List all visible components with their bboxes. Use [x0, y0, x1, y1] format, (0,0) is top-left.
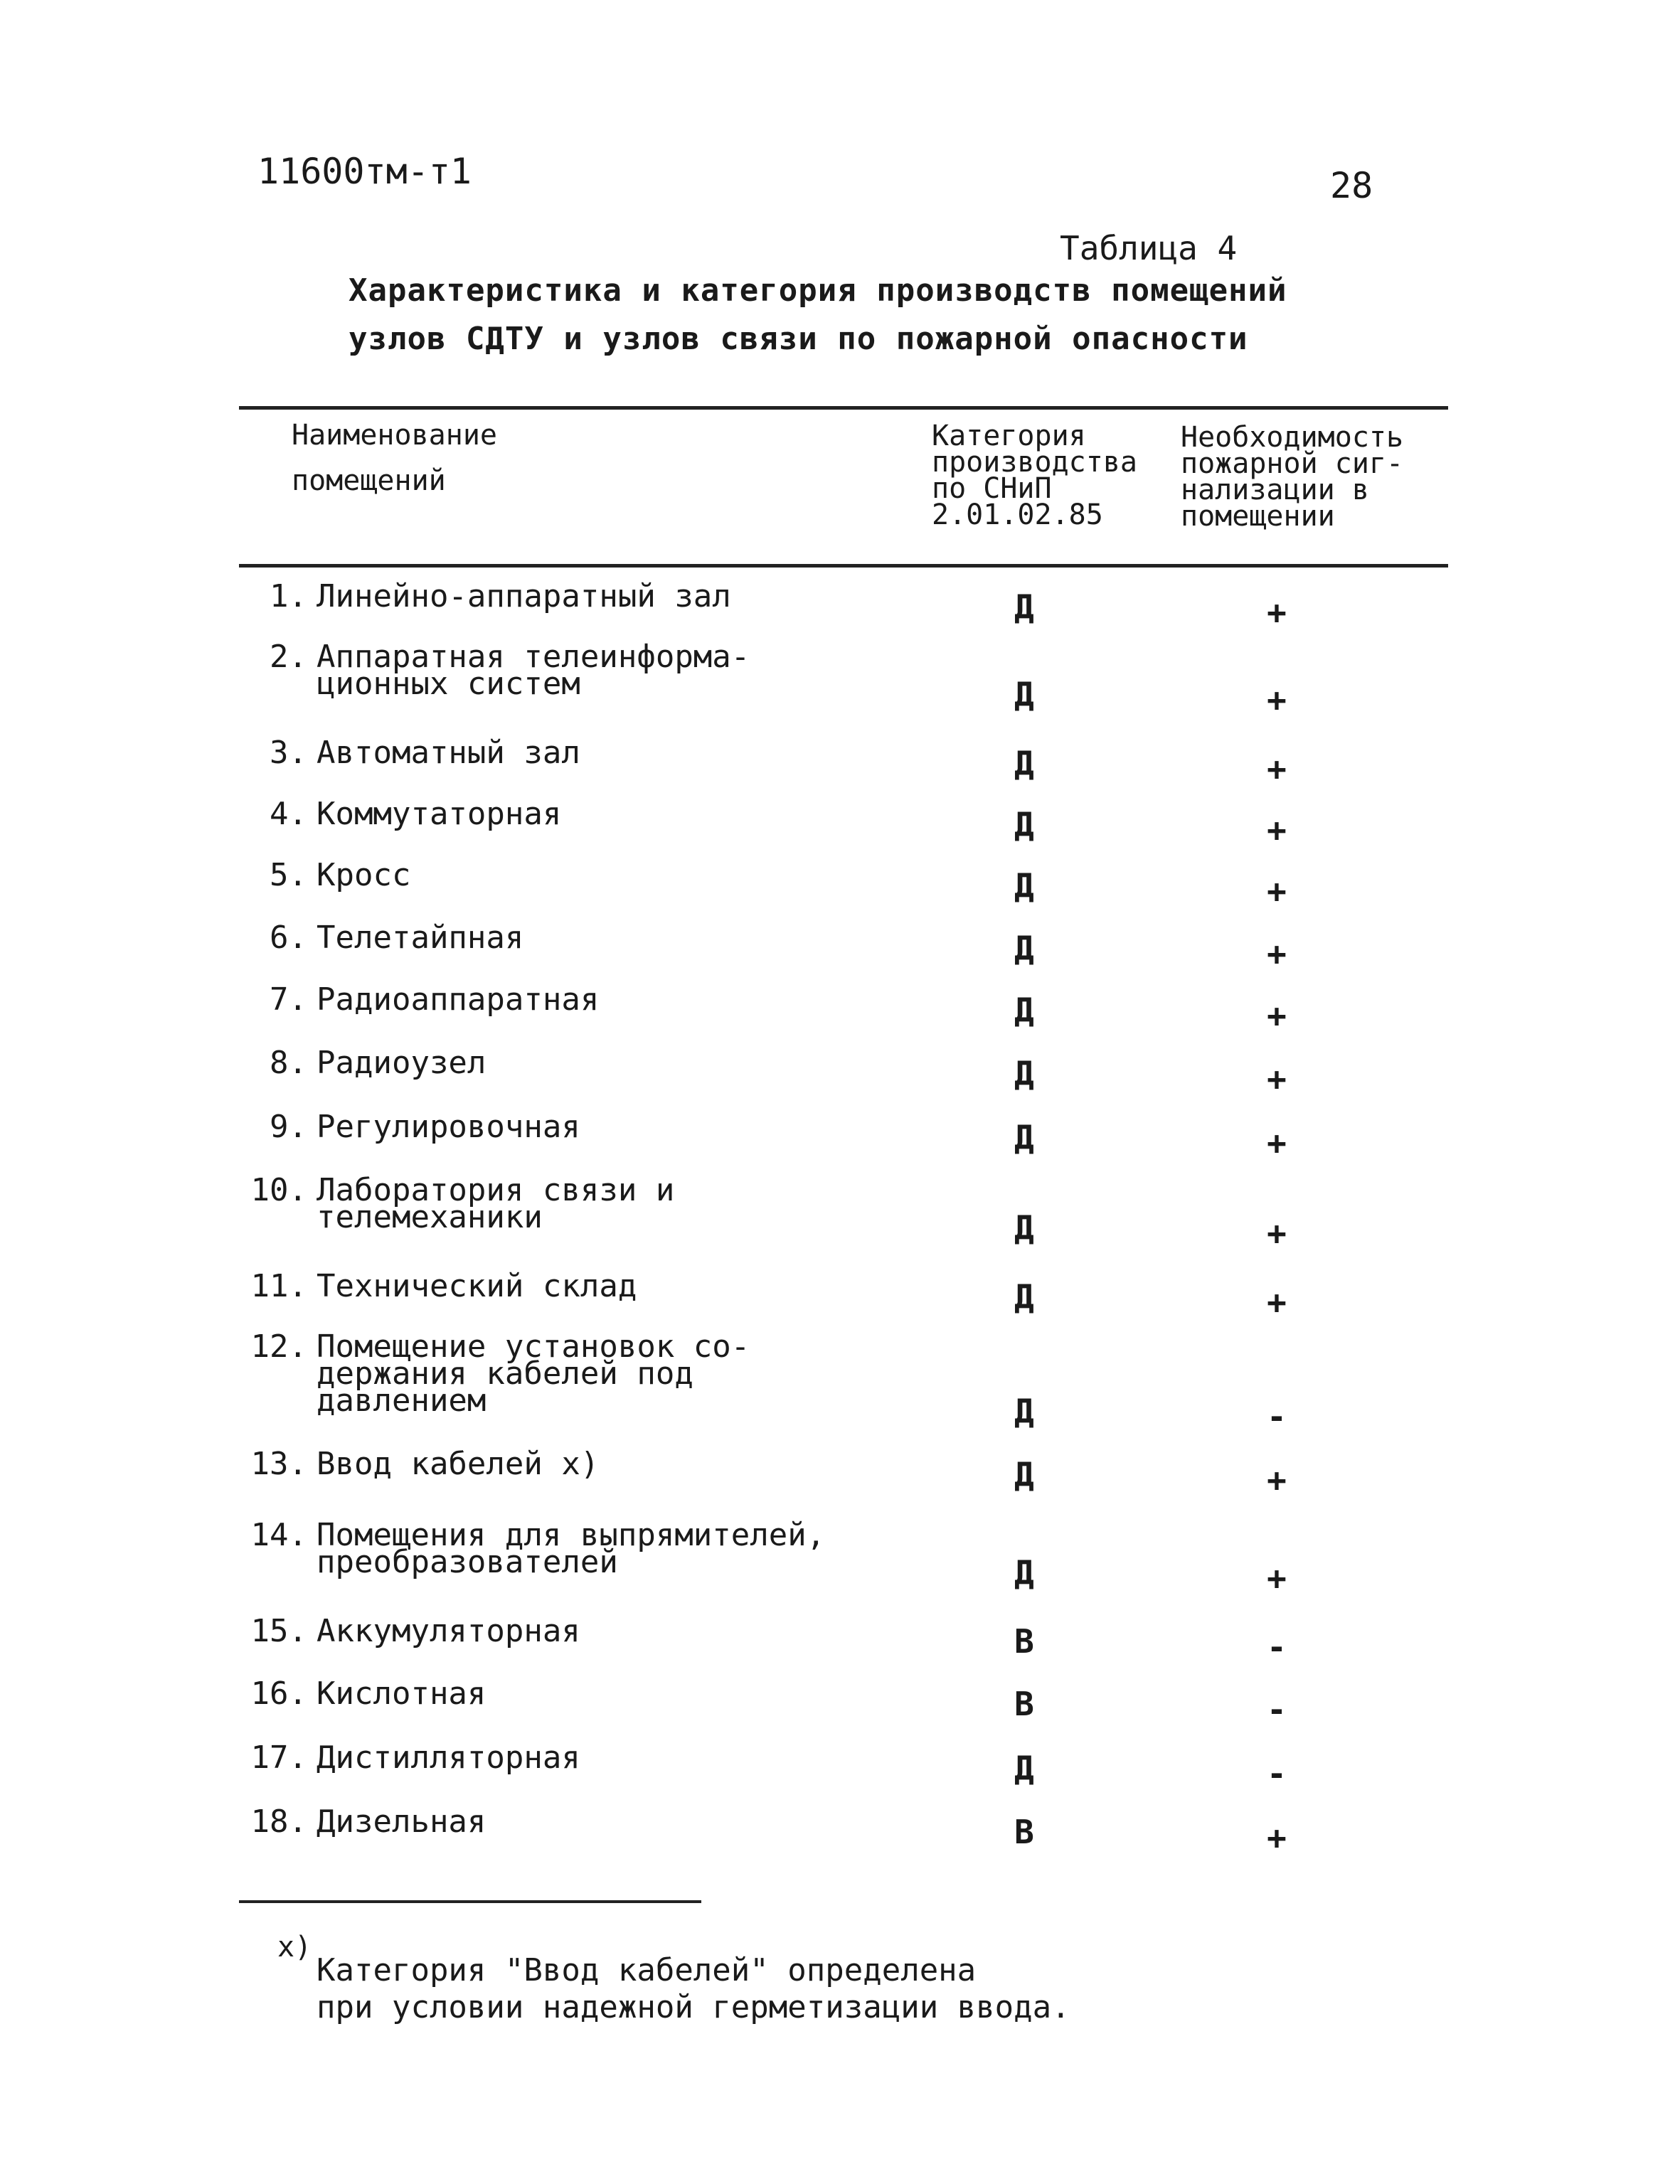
row-category: Д [1014, 866, 1034, 905]
footnote-text: Категория "Ввод кабелей" определена при условии надежной герметизации ввода. [317, 1952, 1070, 2025]
table-top-rule [239, 406, 1448, 410]
row-alarm: + [1267, 934, 1287, 973]
row-alarm: + [1267, 1283, 1287, 1321]
row-category: Д [1014, 929, 1034, 967]
row-alarm: + [1267, 1461, 1287, 1499]
room-name: Коммутаторная [317, 796, 562, 832]
room-name: Аккумуляторная [317, 1613, 580, 1649]
row-category: Д [1014, 1054, 1034, 1092]
row-alarm: + [1267, 996, 1287, 1035]
row-category: Д [1014, 805, 1034, 843]
row-alarm: + [1267, 750, 1287, 788]
row-alarm: + [1267, 1124, 1287, 1162]
row-alarm: + [1267, 593, 1287, 632]
row-number: 18. [250, 1804, 307, 1840]
room-name: Линейно-аппаратный зал [317, 578, 731, 614]
room-name: Кислотная [317, 1676, 487, 1712]
row-number: 1. [270, 578, 307, 614]
row-category: Д [1014, 587, 1034, 626]
row-category: Д [1014, 1392, 1034, 1430]
row-number: 7. [270, 981, 307, 1018]
page-number: 28 [1330, 165, 1373, 206]
room-name: Технический склад [317, 1268, 637, 1304]
room-name: Радиоаппаратная [317, 981, 600, 1018]
column-header-category: Категория производства по СНиП 2.01.02.85 [932, 420, 1137, 531]
row-number: 8. [270, 1045, 307, 1081]
room-name: Автоматный зал [317, 735, 580, 771]
row-number: 17. [250, 1740, 307, 1776]
row-category: Д [1014, 1277, 1034, 1316]
row-category: Д [1014, 1118, 1034, 1156]
row-number: 16. [250, 1676, 307, 1712]
table-header-rule [239, 564, 1448, 568]
row-alarm: + [1267, 1818, 1287, 1857]
row-category: В [1014, 1685, 1034, 1723]
column-header-name: Наименование помещений [292, 419, 497, 497]
row-category: Д [1014, 1749, 1034, 1787]
row-number: 9. [270, 1109, 307, 1145]
room-name: Кросс [317, 857, 411, 893]
row-alarm: - [1267, 1397, 1287, 1436]
row-category: Д [1014, 744, 1034, 782]
row-alarm: + [1267, 872, 1287, 910]
table-title-line-1: Характеристика и категория производств помещений [349, 272, 1287, 309]
room-name: Помещение установок со- держания кабелей под давлением [317, 1328, 750, 1419]
room-name: Радиоузел [317, 1045, 487, 1081]
row-category: В [1014, 1813, 1034, 1851]
row-category: Д [1014, 1455, 1034, 1493]
room-name: Аппаратная телеинформа- ционных систем [317, 639, 750, 702]
row-alarm: + [1267, 1214, 1287, 1252]
row-alarm: - [1267, 1628, 1287, 1666]
row-number: 4. [270, 796, 307, 832]
row-number: 13. [250, 1446, 307, 1482]
row-alarm: - [1267, 1690, 1287, 1729]
row-alarm: + [1267, 681, 1287, 719]
row-category: Д [1014, 675, 1034, 713]
table-title-line-2: узлов СДТУ и узлов связи по пожарной опасности [349, 321, 1248, 357]
table-label: Таблица 4 [1060, 229, 1238, 267]
room-name: Регулировочная [317, 1109, 580, 1145]
row-category: Д [1014, 1553, 1034, 1592]
room-name: Ввод кабелей x) [317, 1446, 600, 1482]
row-number: 6. [270, 920, 307, 956]
row-category: Д [1014, 1208, 1034, 1247]
row-number: 2. [270, 639, 307, 675]
room-name: Дистилляторная [317, 1740, 580, 1776]
row-number: 3. [270, 735, 307, 771]
room-name: Телетайпная [317, 920, 524, 956]
room-name: Лаборатория связи и телемеханики [317, 1172, 675, 1235]
footnote-rule [239, 1900, 701, 1903]
column-header-alarm: Необходимость пожарной сиг- нализации в помещении [1181, 421, 1404, 533]
row-number: 11. [250, 1268, 307, 1304]
row-alarm: + [1267, 811, 1287, 849]
row-alarm: + [1267, 1060, 1287, 1098]
row-alarm: - [1267, 1754, 1287, 1793]
row-number: 10. [250, 1172, 307, 1208]
row-number: 12. [250, 1328, 307, 1365]
document-code: 11600тм-т1 [257, 151, 472, 192]
room-name: Дизельная [317, 1804, 487, 1840]
row-number: 15. [250, 1613, 307, 1649]
row-number: 5. [270, 857, 307, 893]
row-category: В [1014, 1622, 1034, 1661]
footnote-mark: x) [277, 1931, 312, 1964]
row-alarm: + [1267, 1559, 1287, 1597]
room-name: Помещения для выпрямителей, преобразователей [317, 1517, 826, 1580]
row-number: 14. [250, 1517, 307, 1553]
row-category: Д [1014, 991, 1034, 1029]
